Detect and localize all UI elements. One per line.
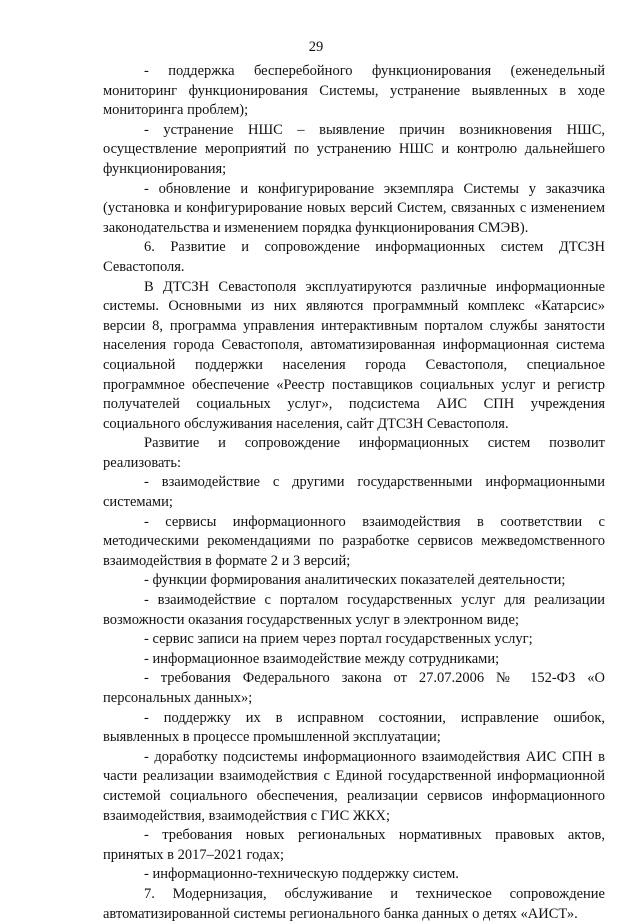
list-item: - устранение НШС – выявление причин возникновения НШС, осуществление мероприятий по устранению НШС и контролю дальнейшего функционирования;: [103, 121, 605, 177]
list-item: - требования Федерального закона от 27.07.2006 № 152-ФЗ «О персональных данных»;: [103, 670, 605, 706]
list-item: - взаимодействие с другими государственными информационными системами;: [103, 474, 605, 511]
list-item: - взаимодействие с порталом государственных услуг для реализации возможности оказания государственных услуг в электронном виде;: [103, 592, 605, 628]
list-item: - сервис записи на прием через портал государственных услуг;: [144, 631, 533, 648]
list-item: - доработку подсистемы информационного взаимодействия АИС СПН в части реализации взаимодействия с Единой государственной информационной системой социального обеспечения, реализации сервисов информационного взаимодействия, взаимодействия с ГИС ЖКХ;: [103, 748, 605, 824]
list-item: - информационное взаимодействие между сотрудниками;: [144, 650, 500, 667]
section-heading: 6. Развитие и сопровождение информационных систем ДТСЗН Севастополя.: [103, 239, 605, 275]
list-item: - функции формирования аналитических показателей деятельности;: [144, 572, 566, 589]
list-item: - поддержка бесперебойного функционирования (еженедельный мониторинг функционирования Системы, устранение выявленных в ходе мониторинга проблем);: [103, 63, 605, 119]
section-heading: 7. Модернизация, обслуживание и техническое сопровождение автоматизированной системы регионального банка данных о детях «АИСТ».: [103, 885, 605, 922]
document-body: [103, 62, 605, 924]
list-item: - обновление и конфигурирование экземпляра Системы у заказчика (установка и конфигурирование новых версий Систем, связанных с изменением законодательства и изменением порядка функционирования СМЭВ).: [103, 180, 605, 236]
list-item: - поддержку их в исправном состоянии, исправление ошибок, выявленных в процессе промышленной эксплуатации;: [103, 709, 605, 746]
page-number: 29: [308, 39, 324, 55]
paragraph: В ДТСЗН Севастополя эксплуатируются различные информационные системы. Основными из них являются программный комплекс «Катарсис» версии 8, программа управления интерактивным порталом службы занятости населения города Севастополя, автоматизированная информационная система социальной поддержки населения города Севастополя, специальное программное обеспечение «Реестр поставщиков социальных услуг и регистр получателей социальных услуг», подсистема АИС СПН учреждения социального обслуживания населения, сайт ДТСЗН Севастополя.: [103, 278, 605, 432]
list-item: - сервисы информационного взаимодействия в соответствии с методическими рекомендациями по разработке сервисов межведомственного взаимодействия в формате 2 и 3 версий;: [103, 513, 605, 569]
list-item: - информационно-техническую поддержку систем.: [144, 866, 459, 883]
list-item: - требования новых региональных нормативных правовых актов, принятых в 2017–2021 годах;: [103, 827, 605, 863]
paragraph: Развитие и сопровождение информационных систем позволит реализовать:: [103, 435, 605, 471]
